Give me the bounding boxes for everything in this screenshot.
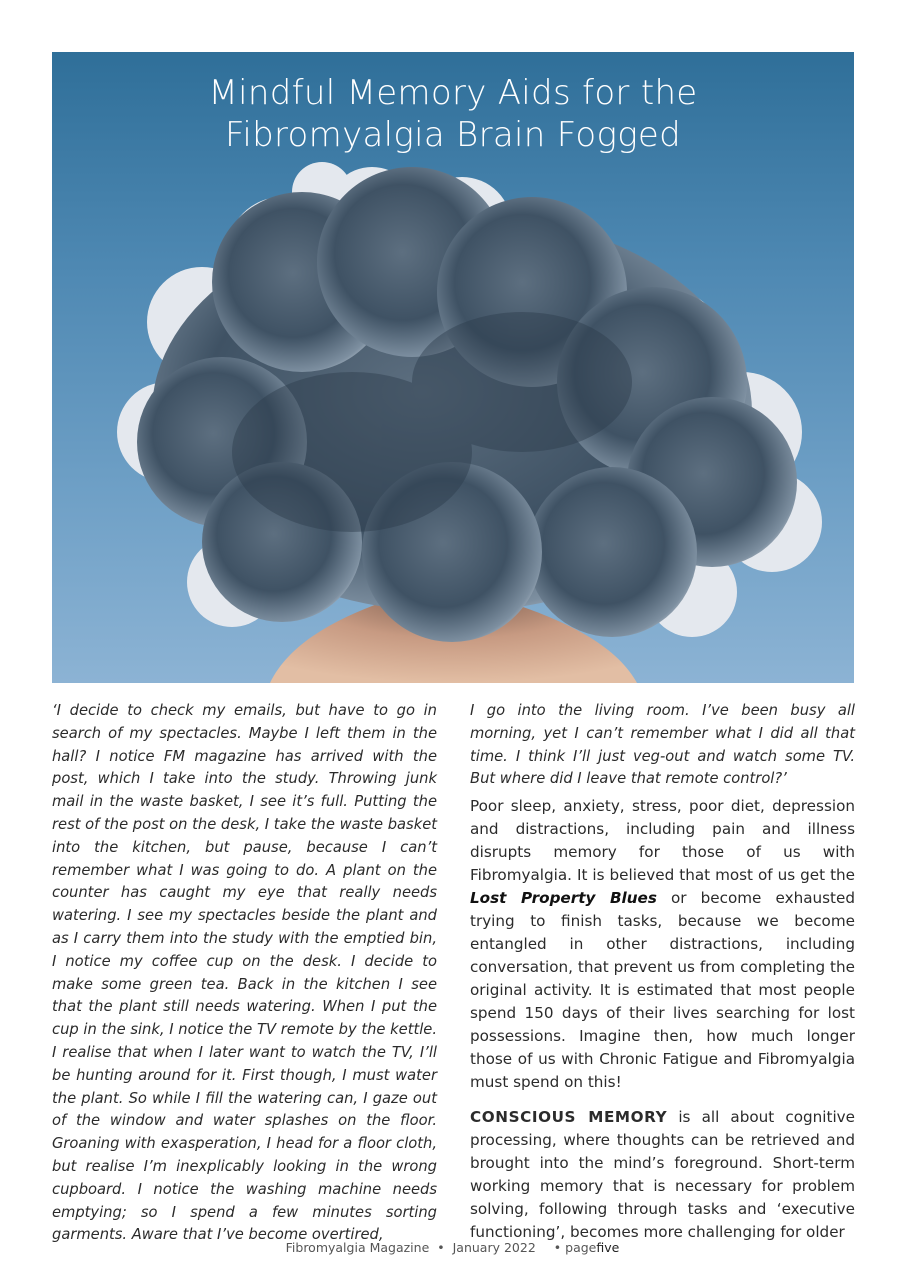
footer-magazine: Fibromyalgia Magazine (285, 1240, 430, 1255)
title-line-2: Fibromyalgia Brain Fogged (225, 115, 681, 155)
paragraph-text: Poor sleep, anxiety, stress, poor diet, depression and distractions, including pain and illness disrupts memory for those of us with Fibromyalgia. It is believed that most of us get the (470, 797, 855, 885)
emphasis-lost-property: Lost Property Blues (470, 889, 657, 908)
footer-page-number: five (596, 1240, 620, 1255)
hero-image (52, 52, 854, 683)
footer-date: January 2022 (452, 1240, 536, 1255)
right-column (470, 700, 855, 1244)
left-column (52, 700, 437, 1247)
intro-quote-right: I go into the living room. I’ve been busy all morning, yet I can’t remember what I did all that time. I think I’ll just veg-out and watch some TV. But where did I leave that remote control?’ (470, 702, 855, 788)
paragraph-text: is all about cognitive processing, where thoughts can be retrieved and brought into the mind’s foreground. Short-term working memory that is necessary for problem solving, following through tasks and ‘executive functioning’, becomes more challenging for older (470, 1108, 855, 1242)
footer-page-prefix: page (565, 1240, 597, 1255)
footer-bullet: • (553, 1240, 562, 1255)
title-line-1: Mindful Memory Aids for the (208, 73, 698, 113)
paragraph-text: or become exhausted trying to finish tasks, because we become entangled in other distractions, including conversation, that prevent us from completing the original activity. It is estimated that most people spend 150 days of their lives searching for lost possessions. Imagine then, how much longer those of us with Chronic Fatigue and Fibromyalgia must spend on this! (470, 889, 855, 1092)
footer-bullet: • (437, 1240, 445, 1255)
intro-quote-left: ‘I decide to check my emails, but have to go in search of my spectacles. Maybe I left them in the hall? I notice FM magazine has arrived with the post, which I take into the study. Throwing junk mail in the waste basket, I see it’s full. Putting the rest of the post on the desk, I take the waste basket into the kitchen, but pause, because I can’t remember what I was going to do. A plant on the counter has caught my eye that really needs watering. I see my spectacles beside the plant and as I carry them into the study with the emptied bin, I notice my coffee cup on the desk. I decide to make some green tea. Back in the kitchen I see that the plant still needs watering. When I put the cup in the sink, I notice the TV remote by the kettle. I realise that when I later want to watch the TV, I’ll be hunting around for it. First though, I must water the plant. So while I fill the watering can, I gaze out of the window and water splashes on the floor. Groaning with exasperation, I head for a floor cloth, but realise I’m inexplicably looking in the wrong cupboard. I notice the washing machine needs emptying; so I spend a few minutes sorting garments. Aware that I’ve become overtired, (52, 702, 437, 1244)
paragraph-poor-sleep (470, 795, 855, 1094)
page-footer (0, 1240, 905, 1255)
paragraph-conscious-memory (470, 1106, 855, 1244)
section-heading-inline: CONSCIOUS MEMORY (470, 1108, 668, 1127)
article-title (52, 72, 854, 156)
